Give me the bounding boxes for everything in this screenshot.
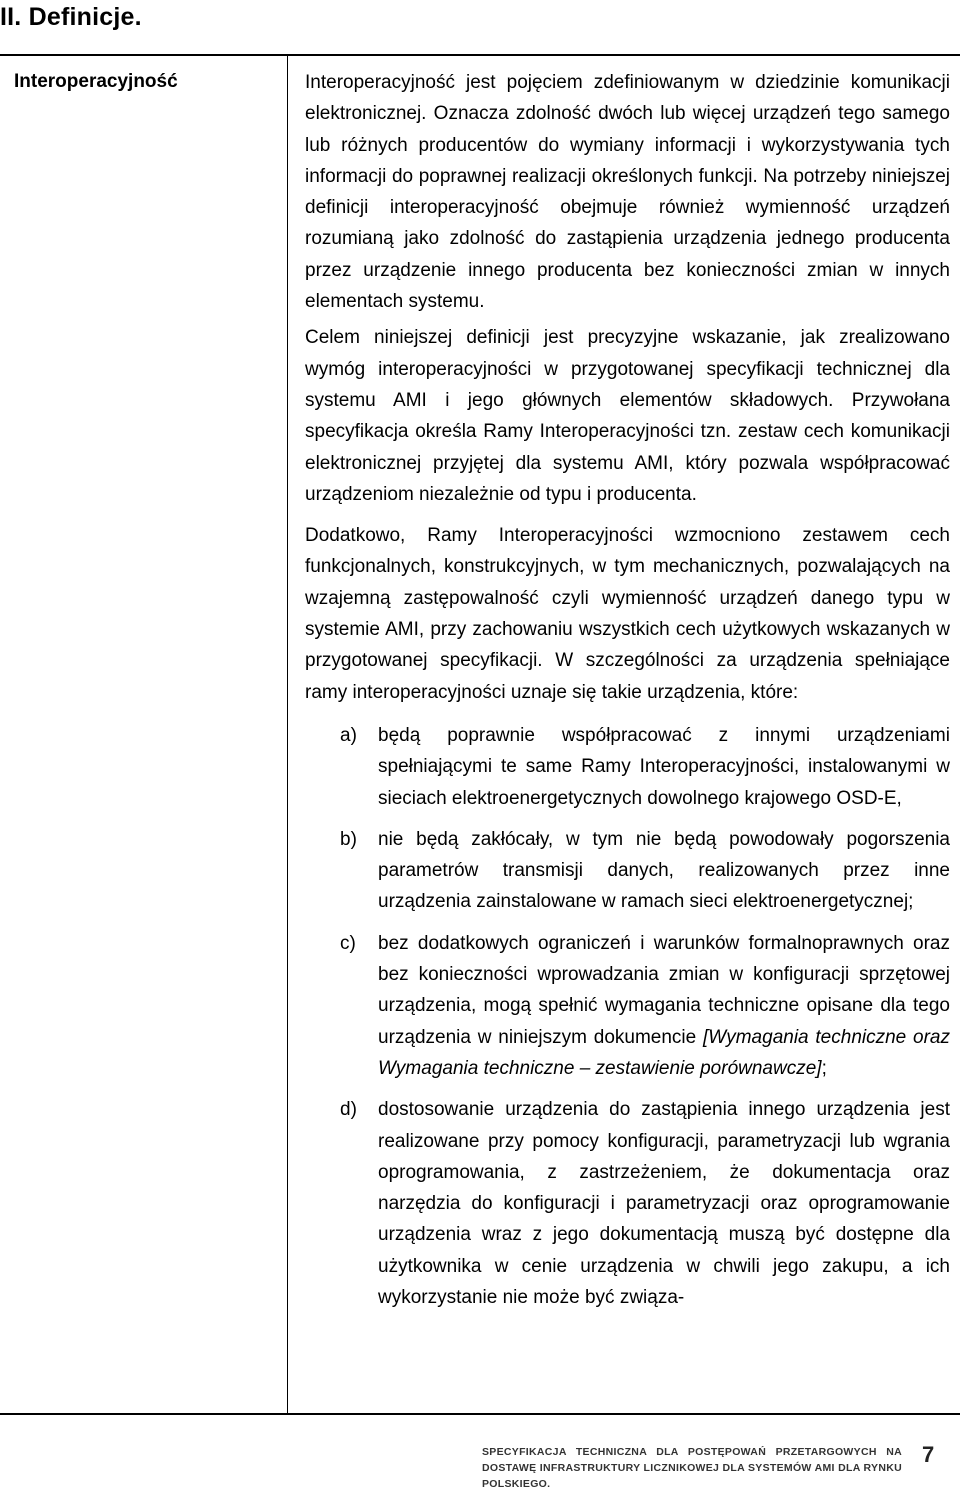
- list-item: [305, 824, 950, 918]
- list-item-text: nie będą zakłócały, w tym nie będą powodowały pogorszenia parametrów transmisji danych, realizowanych przez inne urządzenia zainstalowane w ramach sieci elektroenergetycznej;: [378, 828, 950, 913]
- paragraph-2: Celem niniejszej definicji jest precyzyjne wskazanie, jak zrealizowano wymóg interoperacyjności w przygotowanej specyfikacji technicznej dla systemu AMI i jego głównych elementów składowych. Przywołana specyfikacja określa Ramy Interoperacyjności tzn. zestaw cech komunikacji elektronicznej przyjętej dla systemu AMI, który pozwala współpracować urządzeniom niezależnie od typu i producenta.: [305, 327, 950, 505]
- document-reference: [Wymagania techniczne oraz Wymagania techniczne – zestawienie porównawcze]: [378, 1026, 950, 1079]
- list-item-text: bez dodatkowych ograniczeń i warunków formalnoprawnych oraz bez konieczności wprowadzania zmian w konfiguracji sprzętowej urządzenia, mogą spełnić wymagania techniczne opisane dla tego urządzenia w niniejszym dokumencie: [378, 932, 950, 1048]
- list-item: [305, 1094, 950, 1313]
- list-item-text: dostosowanie urządzenia do zastąpienia innego urządzenia jest realizowane przy pomocy konfiguracji, parametryzacji lub wgrania oprogramowania, z zastrzeżeniem, że dokumentacja oraz narzędzia do konfiguracji i parametryzacji oraz oprogramowanie urządzenia wraz z jego dokumentacją muszą być dostępne dla użytkownika w cenie urządzenia w chwili jego zakupu, a ich wykorzystanie nie może być związa-: [378, 1099, 950, 1308]
- list-marker: b): [340, 828, 357, 850]
- paragraph-1: Interoperacyjność jest pojęciem zdefiniowanym w dziedzinie komunikacji elektronicznej. Oznacza zdolność dwóch lub więcej urządzeń tego samego lub różnych producentów do wymiany informacji i wykorzystywania tych informacji do poprawnej realizacji określonych funkcji. Na potrzeby niniejszej definicji interoperacyjność obejmuje również wymienność urządzeń rozumianą jako zdolność do zastąpienia urządzenia jednego producenta przez urządzenie innego producenta bez konieczności zmian w innych elementach systemu.: [305, 72, 950, 313]
- table-column-divider: [287, 56, 288, 1413]
- footer-document-title: SPECYFIKACJA TECHNICZNA DLA POSTĘPOWAŃ PRZETARGOWYCH NA DOSTAWĘ INFRASTRUKTURY LICZNIKOWEJ DLA SYSTEMÓW AMI DLA RYNKU POLSKIEGO.: [482, 1446, 902, 1490]
- criteria-list: [305, 720, 950, 1313]
- list-item: [305, 928, 950, 1084]
- definition-term: Interoperacyjność: [14, 71, 178, 92]
- list-item: [305, 720, 950, 814]
- paragraph-3: Dodatkowo, Ramy Interoperacyjności wzmocniono zestawem cech funkcjonalnych, konstrukcyjnych, w tym mechanicznych, pozwalających na wzajemną zastępowalność czyli wymienność urządzeń danego typu w systemie AMI, przy zachowaniu wszystkich cech użytkowych wskazanych w przygotowanej specyfikacji. W szczególności za urządzenia spełniające ramy interoperacyjności uznaje się takie urządzenia, które:: [305, 525, 950, 703]
- list-marker: d): [340, 1099, 357, 1121]
- definition-body: [305, 67, 950, 1323]
- list-marker: a): [340, 724, 357, 746]
- section-heading: II. Definicje.: [0, 3, 142, 31]
- table-top-border: [0, 54, 960, 56]
- page-number: 7: [922, 1442, 935, 1467]
- list-marker: c): [340, 932, 356, 954]
- list-item-text-end: ;: [821, 1057, 827, 1079]
- list-item-text: będą poprawnie współpracować z innymi urządzeniami spełniającymi te same Ramy Interoperacyjności, instalowanymi w sieciach elektroenergetycznych dowolnego krajowego OSD-E,: [378, 724, 950, 809]
- table-bottom-border: [0, 1413, 960, 1415]
